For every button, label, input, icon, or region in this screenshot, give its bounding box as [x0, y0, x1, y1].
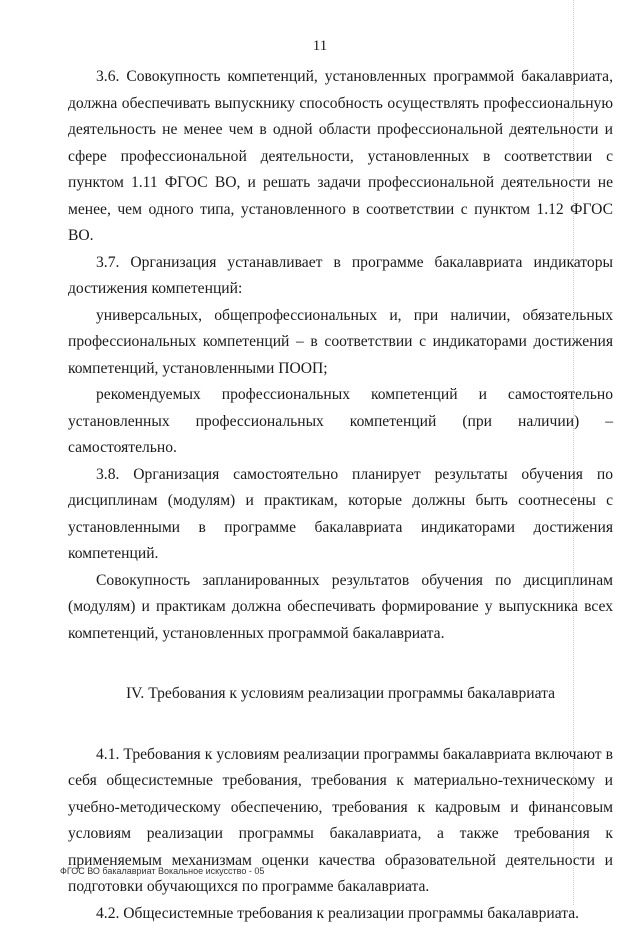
- paragraph-3-7-recommended: рекомендуемых профессиональных компетенций и самостоятельно установленных профессиональных компетенций (при наличии) – самостоятельно.: [68, 382, 613, 462]
- page-number: 11: [0, 38, 640, 55]
- footer-text: ФГОС ВО бакалавриат Вокальное искусство - 05: [60, 866, 264, 876]
- document-body: [68, 64, 613, 927]
- paragraph-4-1: 4.1. Требования к условиям реализации программы бакалавриата включают в себя общесистемные требования, требования к материально-техническому и учебно-методическому обеспечению, требования к кадровым и финансовым условиям реализации программы бакалавриата, а также требования к применяемым механизмам оценки качества образовательной деятельности и подготовки обучающихся по программе бакалавриата.: [68, 742, 613, 901]
- paragraph-3-8-results: Совокупность запланированных результатов обучения по дисциплинам (модулям) и практикам должна обеспечивать формирование у выпускника всех компетенций, установленных программой бакалавриата.: [68, 568, 613, 648]
- paragraph-4-2: 4.2. Общесистемные требования к реализации программы бакалавриата.: [68, 901, 613, 927]
- paragraph-3-8: 3.8. Организация самостоятельно планирует результаты обучения по дисциплинам (модулям) и практикам, которые должны быть соотнесены с установленными в программе бакалавриата индикаторами достижения компетенций.: [68, 462, 613, 568]
- paragraph-3-6: 3.6. Совокупность компетенций, установленных программой бакалавриата, должна обеспечивать выпускнику способность осуществлять профессиональную деятельность не менее чем в одной области профессиональной деятельности и сфере профессиональной деятельности, установленных в соответствии с пунктом 1.11 ФГОС ВО, и решать задачи профессиональной деятельности не менее, чем одного типа, установленного в соответствии с пунктом 1.12 ФГОС ВО.: [68, 64, 613, 250]
- paragraph-3-7-universal: универсальных, общепрофессиональных и, при наличии, обязательных профессиональных компетенций – в соответствии с индикаторами достижения компетенций, установленными ПООП;: [68, 303, 613, 383]
- paragraph-3-7: 3.7. Организация устанавливает в программе бакалавриата индикаторы достижения компетенций:: [68, 250, 613, 303]
- section-heading: IV. Требования к условиям реализации программы бакалавриата: [68, 681, 613, 708]
